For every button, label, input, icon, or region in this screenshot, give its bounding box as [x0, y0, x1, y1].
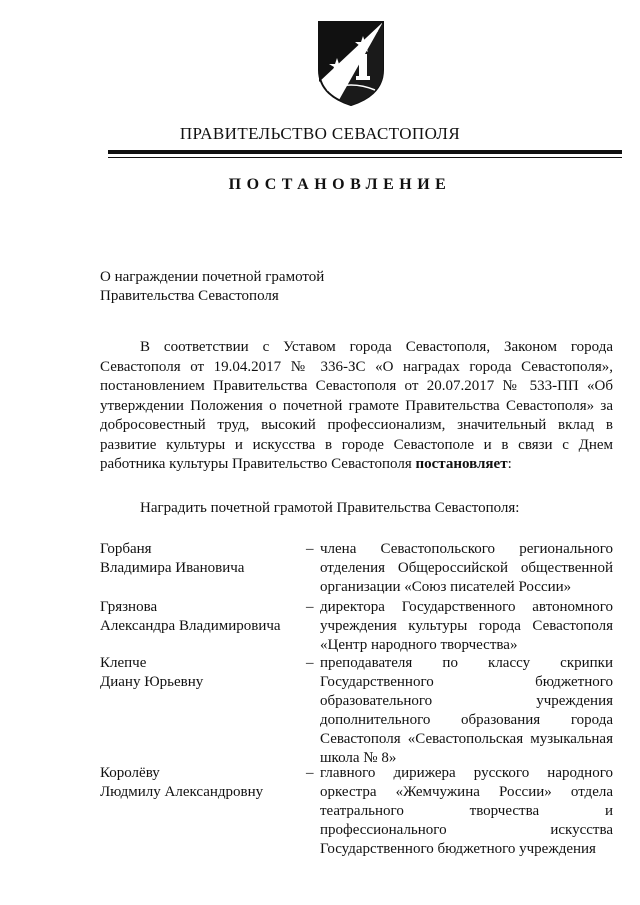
recipient-given-name: Александра Владимировича [100, 618, 281, 634]
header-divider-thin [108, 157, 622, 158]
preamble-text: В соответствии с Уставом города Севастополя, Законом города Севастополя от 19.04.2017 № 336-ЗС «О наградах города Севастополя», постановлением Правительства Севастополя от 20.07.2017 № 533-ПП «Об утверждении Положения о почетной грамоте Правительства Севастополя» за добросовестный труд, высокий профессионализм, значительный вклад в развитие культуры и искусства в городе Севастополе и в связи с Днем работника культуры Правительство Севастополя [100, 339, 613, 472]
recipient-name [100, 654, 300, 692]
recipient-dash: – [306, 599, 314, 615]
recipient-name [100, 540, 300, 578]
recipient-description: директора Государственного автономного учреждения культуры города Севастополя «Центр народного творчества» [320, 599, 613, 653]
recipient-surname: Клепче [100, 655, 147, 671]
preamble-paragraph [100, 338, 613, 475]
header-divider-thick [108, 150, 622, 154]
recipient-dash: – [306, 655, 314, 671]
subject-line-1: О награждении почетной грамотой [100, 269, 325, 285]
decree-word: постановляет [415, 456, 508, 472]
recipient-surname: Грязнова [100, 599, 158, 615]
recipient-description: преподавателя по классу скрипки Государственного бюджетного образовательного учреждения дополнительного образования города Севастополя «Севастопольская музыкальная школа № 8» [320, 655, 613, 766]
award-statement: Наградить почетной грамотой Правительства Севастополя: [140, 500, 520, 516]
recipient-given-name: Людмилу Александровну [100, 784, 264, 800]
document-subject [100, 268, 460, 306]
subject-line-2: Правительства Севастополя [100, 288, 279, 304]
recipient-dash: – [306, 541, 314, 557]
sevastopol-coat-of-arms-icon [317, 20, 385, 106]
recipient-given-name: Владимира Ивановича [100, 560, 245, 576]
recipient-given-name: Диану Юрьевну [100, 674, 204, 690]
recipient-description: главного дирижера русского народного оркестра «Жемчужина России» отдела театрального творчества и профессионального искусства Государственного бюджетного учреждения [320, 765, 613, 857]
recipient-surname: Королёву [100, 765, 160, 781]
document-type-heading: ПОСТАНОВЛЕНИЕ [228, 176, 452, 193]
government-title: ПРАВИТЕЛЬСТВО СЕВАСТОПОЛЯ [179, 124, 461, 143]
decree-colon: : [507, 456, 512, 472]
recipient-description: члена Севастопольского регионального отделения Общероссийской общественной организации «Союз писателей России» [320, 541, 613, 595]
recipient-dash: – [306, 765, 314, 781]
recipient-name [100, 598, 300, 636]
recipient-surname: Горбаня [100, 541, 152, 557]
recipient-name [100, 764, 300, 802]
